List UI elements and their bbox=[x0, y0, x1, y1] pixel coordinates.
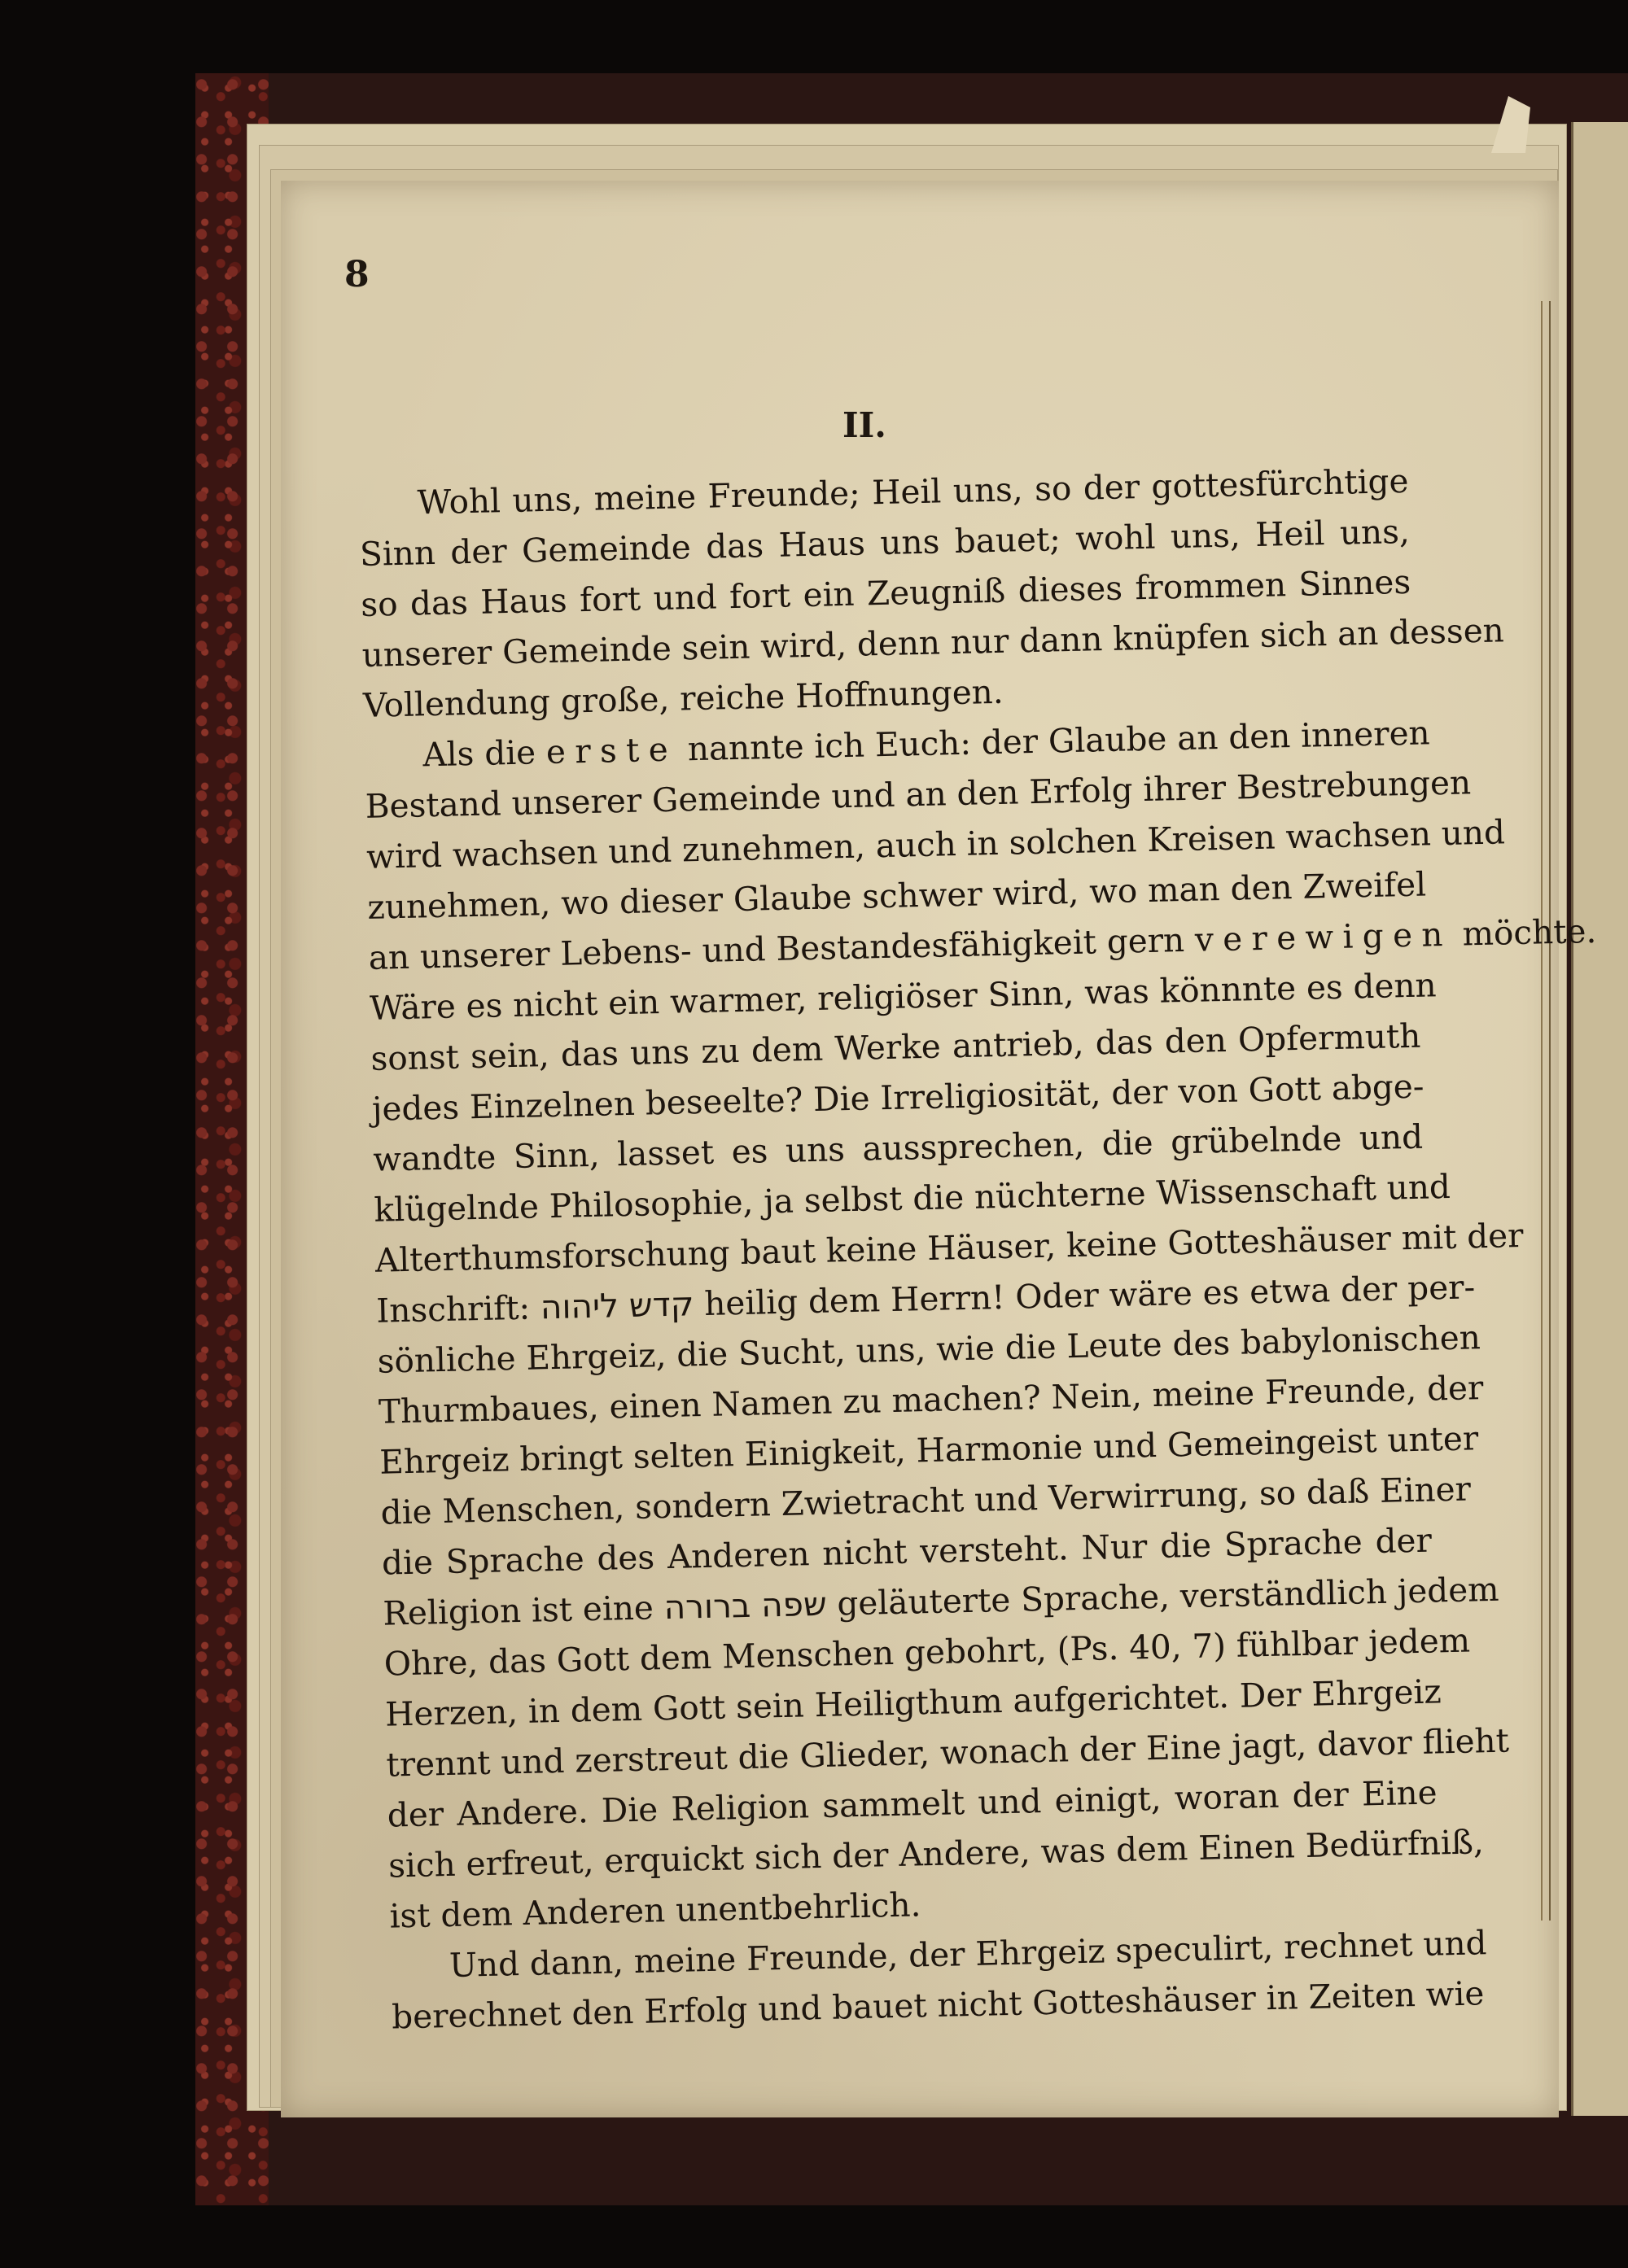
text-run: Wohl uns, meine Freunde; Heil uns, so der gottesfürchtige bbox=[417, 461, 1409, 522]
text-run: jedes Einzelnen beseelte? Die Irreligiosität, der von Gott abge- bbox=[371, 1066, 1424, 1129]
hebrew-phrase: שפה ברורה bbox=[663, 1584, 828, 1628]
facing-page-edge bbox=[1571, 122, 1628, 2116]
text-run: berechnet den Erfolg und bauet nicht Gotteshäuser in Zeiten wie bbox=[391, 1973, 1485, 2037]
binding-thread bbox=[1541, 301, 1551, 1921]
emphasized-word: verewigen bbox=[1194, 914, 1453, 959]
text-run: Vollendung große, reiche Hoffnungen. bbox=[362, 671, 1004, 725]
text-run: wird wachsen und zunehmen, auch in solchen Kreisen wachsen und bbox=[365, 812, 1506, 876]
text-run: sonst sein, das uns zu dem Werke antrieb, das den Opfermuth bbox=[370, 1016, 1421, 1078]
text-run: trennt und zerstreut die Glieder, wonach der Eine jagt, davor flieht bbox=[385, 1720, 1510, 1785]
text-run: Als die bbox=[422, 732, 547, 775]
section-heading: II. bbox=[842, 405, 886, 445]
text-run: möchte. bbox=[1451, 911, 1597, 954]
text-run: Bestand unserer Gemeinde und an den Erfolg ihrer Bestrebungen bbox=[365, 763, 1472, 826]
hebrew-phrase: קדש ליהוה bbox=[540, 1284, 694, 1327]
text-run: Inschrift: bbox=[375, 1287, 541, 1331]
text-run: zunehmen, wo dieser Glaube schwer wird, wo man den Zweifel bbox=[366, 864, 1427, 927]
text-run: geläuterte Sprache, verständlich jedem bbox=[826, 1569, 1500, 1623]
text-run: die Sprache des Anderen nicht versteht. Nur die Sprache der bbox=[381, 1520, 1433, 1583]
text-run: nannte ich Euch: der Glaube an den inneren bbox=[676, 713, 1431, 769]
text-run: Religion ist eine bbox=[382, 1588, 665, 1633]
text-run: heilig dem Herrn! Oder wäre es etwa der per- bbox=[693, 1267, 1476, 1324]
text-run: wandte Sinn, lasset es uns aussprechen, die grübelnde und bbox=[372, 1117, 1424, 1179]
text-run: Ohre, das Gott dem Menschen gebohrt, (Ps. 40, 7) fühlbar jedem bbox=[383, 1620, 1471, 1684]
text-run: Und dann, meine Freunde, der Ehrgeiz speculirt, rechnet und bbox=[449, 1923, 1487, 1985]
text-run: die Menschen, sondern Zwietracht und Verwirrung, so daß Einer bbox=[380, 1469, 1472, 1532]
text-run: Sinn der Gemeinde das Haus uns bauet; wohl uns, Heil uns, bbox=[359, 511, 1411, 574]
text-run: sich erfreut, erquickt sich der Andere, was dem Einen Bedürfniß, bbox=[387, 1822, 1485, 1886]
text-run: ist dem Anderen unentbehrlich. bbox=[389, 1885, 921, 1936]
text-run: so das Haus fort und fort ein Zeugniß dieses frommen Sinnes bbox=[360, 562, 1411, 624]
text-run: Thurmbaues, einen Namen zu machen? Nein, meine Freunde, der bbox=[378, 1368, 1484, 1431]
text-run: unserer Gemeinde sein wird, denn nur dann knüpfen sich an dessen bbox=[361, 610, 1505, 675]
text-run: an unserer Lebens- und Bestandesfähigkeit gern bbox=[368, 920, 1196, 977]
text-run: sönliche Ehrgeiz, die Sucht, uns, wie die Leute des babylonischen bbox=[377, 1318, 1481, 1381]
body-text bbox=[358, 456, 1597, 2043]
text-run: Alterthumsforschung baut keine Häuser, keine Gotteshäuser mit der bbox=[374, 1216, 1524, 1280]
page-number: 8 bbox=[344, 254, 370, 295]
text-run: Ehrgeiz bringt selten Einigkeit, Harmonie und Gemeingeist unter bbox=[379, 1418, 1479, 1482]
emphasized-word: erste bbox=[545, 729, 678, 772]
text-run: Wäre es nicht ein warmer, religiöser Sinn, was könnnte es denn bbox=[369, 965, 1438, 1028]
text-run: der Andere. Die Religion sammelt und einigt, woran der Eine bbox=[387, 1772, 1438, 1835]
text-run: Herzen, in dem Gott sein Heiligthum aufgerichtet. Der Ehrgeiz bbox=[384, 1672, 1442, 1734]
text-run: klügelnde Philosophie, ja selbst die nüchterne Wissenschaft und bbox=[374, 1166, 1451, 1230]
